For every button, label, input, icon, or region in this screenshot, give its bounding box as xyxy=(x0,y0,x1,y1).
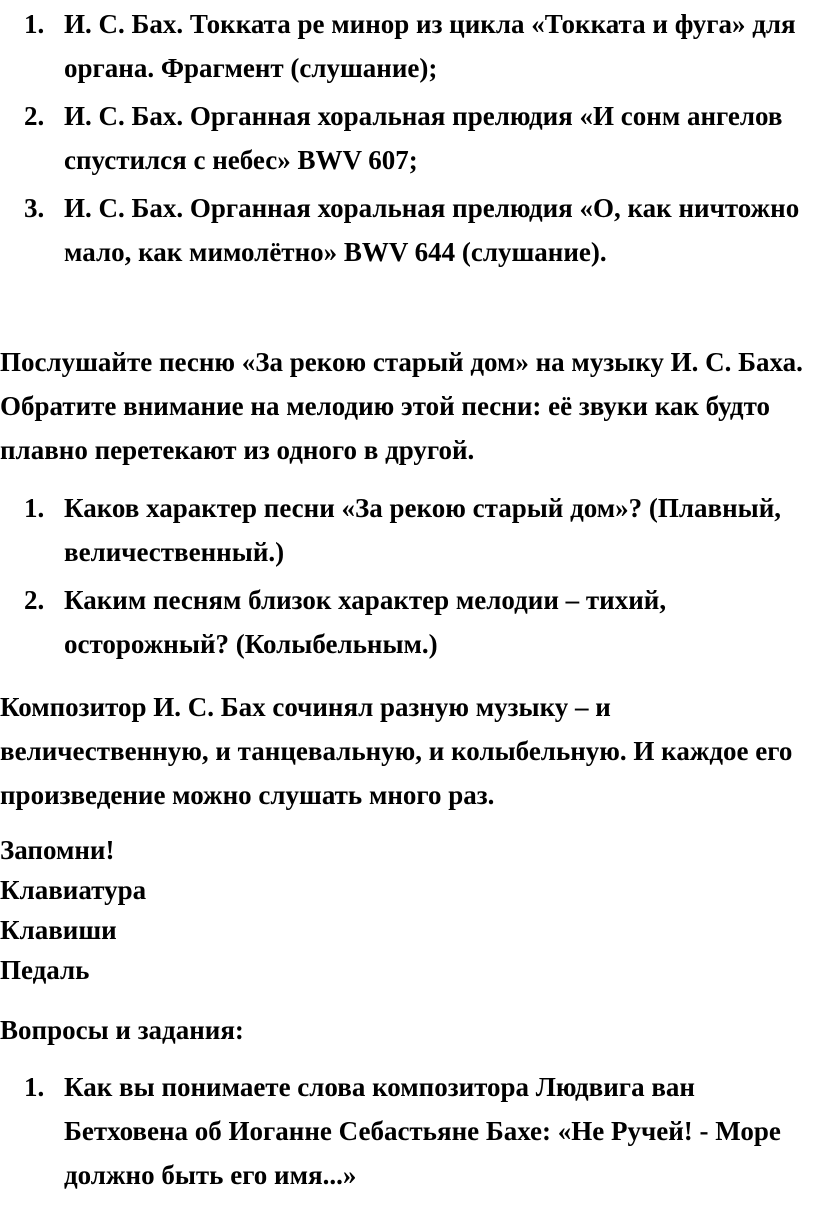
list-item xyxy=(24,94,804,182)
list-item-number: 1. xyxy=(24,493,45,523)
list-item-number: 1. xyxy=(24,1072,45,1102)
list-item-text: Как вы понимаете слова композитора Людвига ван Бетховена об Иоганне Себастьяне Бахе: «Не Ручей! - Море должно быть его имя...» xyxy=(64,1072,781,1190)
listening-list xyxy=(24,2,804,278)
term-keyboard: Клавиатура xyxy=(0,875,147,905)
list-item-number: 2. xyxy=(24,101,45,131)
questions-list xyxy=(24,1065,804,1201)
listening-paragraph: Послушайте песню «За рекою старый дом» на музыку И. С. Баха. Обратите внимание на мелодию этой песни: её звуки как будто плавно перетекают из одного в другой. xyxy=(0,347,803,465)
list-item-text: И. С. Бах. Органная хоральная прелюдия «О, как ничтожно мало, как мимолётно» BWV 644 (слушание). xyxy=(64,193,800,267)
list-item xyxy=(24,578,804,666)
list-item-text: И. С. Бах. Органная хоральная прелюдия «И сонм ангелов спустился с небес» BWV 607; xyxy=(64,101,783,175)
list-item xyxy=(24,486,804,574)
list-item-number: 3. xyxy=(24,193,45,223)
composer-paragraph: Композитор И. С. Бах сочинял разную музыку – и величественную, и танцевальную, и колыбельную. И каждое его произведение можно слушать много раз. xyxy=(0,692,793,810)
list-item-text: Каков характер песни «За рекою старый дом»? (Плавный, величественный.) xyxy=(64,493,782,567)
list-item-text: И. С. Бах. Токката ре минор из цикла «Токката и фуга» для органа. Фрагмент (слушание); xyxy=(64,9,796,83)
list-item-text: Каким песням близок характер мелодии – тихий, осторожный? (Колыбельным.) xyxy=(64,585,667,659)
list-item xyxy=(24,2,804,90)
list-item xyxy=(24,1065,804,1197)
remember-heading: Запомни! xyxy=(0,835,115,865)
song-questions-list xyxy=(24,486,804,670)
term-keys: Клавиши xyxy=(0,915,117,945)
questions-heading: Вопросы и задания: xyxy=(0,1015,244,1045)
list-item-number: 1. xyxy=(24,9,45,39)
list-item-number: 2. xyxy=(24,585,45,615)
list-item xyxy=(24,186,804,274)
term-pedal: Педаль xyxy=(0,955,90,985)
